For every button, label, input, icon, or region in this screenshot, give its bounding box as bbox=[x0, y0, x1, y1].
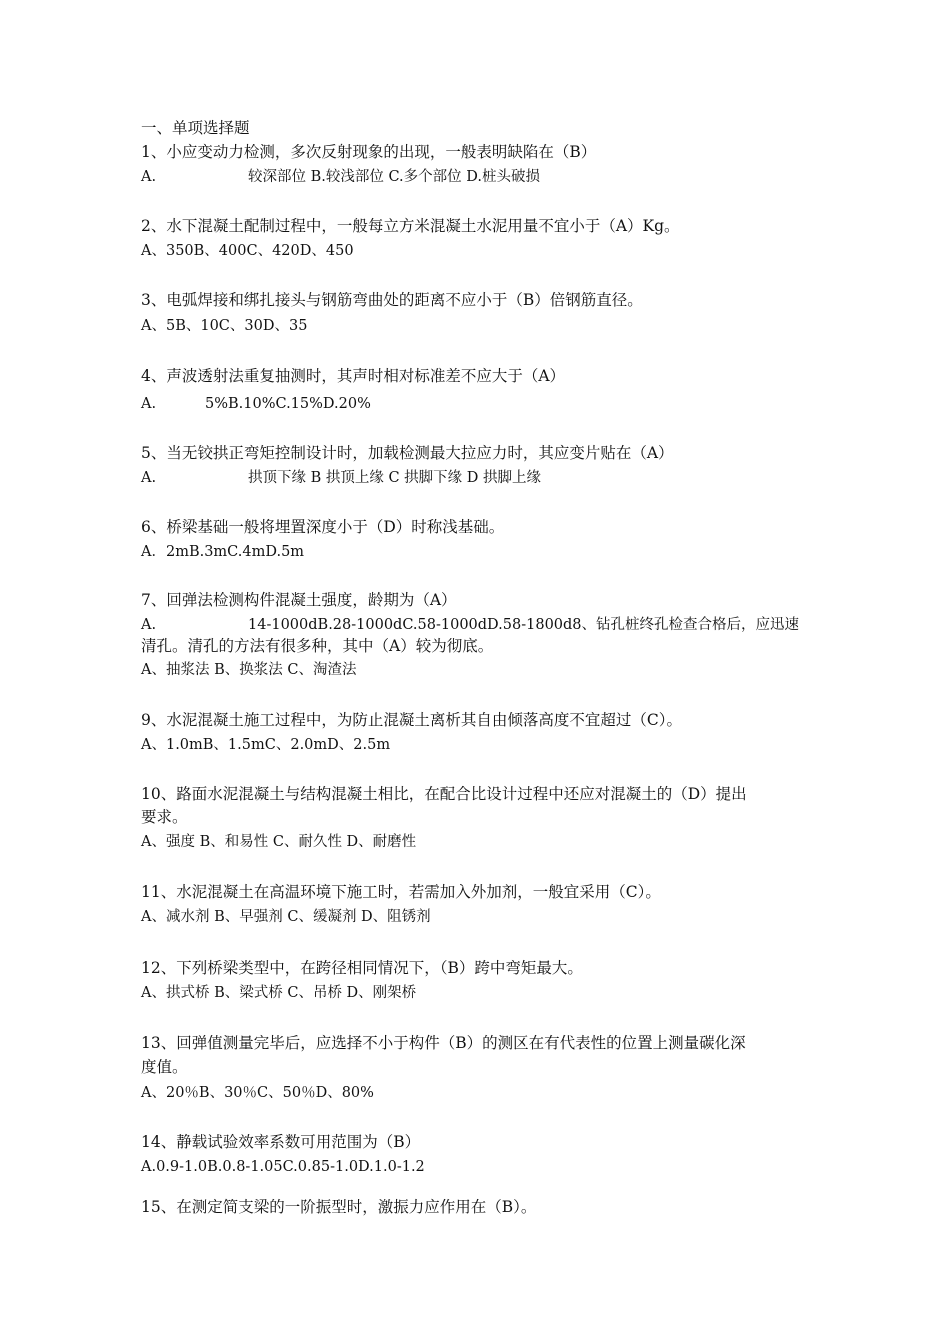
question-1-options bbox=[141, 168, 821, 186]
question-13-stem-continued: 度值。 bbox=[141, 1058, 188, 1076]
question-2-options: A、350B、400C、420D、450 bbox=[141, 243, 354, 259]
question-5-options bbox=[141, 469, 821, 487]
question-8-stem: 清孔。清孔的方法有很多种，其中（A）较为彻底。 bbox=[141, 637, 494, 655]
question-10-stem-continued: 要求。 bbox=[141, 808, 188, 826]
question-14-options: A.0.9-1.0B.0.8-1.05C.0.85-1.0D.1.0-1.2 bbox=[141, 1159, 425, 1175]
question-3-stem: 3、电弧焊接和绑扎接头与钢筋弯曲处的距离不应小于（B）倍钢筋直径。 bbox=[141, 291, 643, 309]
question-4-stem: 4、声波透射法重复抽测时，其声时相对标准差不应大于（A） bbox=[141, 367, 566, 385]
question-7-options bbox=[141, 616, 821, 634]
question-6-stem: 6、桥梁基础一般将埋置深度小于（D）时称浅基础。 bbox=[141, 518, 505, 536]
question-15-stem: 15、在测定简支梁的一阶振型时，激振力应作用在（B）。 bbox=[141, 1198, 537, 1216]
option-prefix: A. bbox=[141, 396, 157, 412]
option-text: 5%B.10%C.15%D.20% bbox=[205, 396, 371, 412]
question-1-stem: 1、小应变动力检测，多次反射现象的出现，一般表明缺陷在（B） bbox=[141, 143, 597, 161]
question-10-options: A、强度 B、和易性 C、耐久性 D、耐磨性 bbox=[141, 834, 417, 850]
option-prefix: A. bbox=[141, 169, 157, 185]
section-title: 一、单项选择题 bbox=[141, 119, 250, 137]
option-text: 14-1000dB.28-1000dC.58-1000dD.58-1800d8、钻孔桩终孔检查合格后，应迅速 bbox=[248, 617, 800, 633]
question-2-stem: 2、水下混凝土配制过程中，一般每立方米混凝土水泥用量不宜小于（A）Kg。 bbox=[141, 217, 680, 235]
question-12-options: A、拱式桥 B、梁式桥 C、吊桥 D、刚架桥 bbox=[141, 985, 417, 1001]
question-10-stem: 10、路面水泥混凝土与结构混凝土相比，在配合比设计过程中还应对混凝土的（D）提出 bbox=[141, 785, 747, 803]
option-prefix: A. bbox=[141, 617, 157, 633]
option-text: 拱顶下缘 B 拱顶上缘 C 拱脚下缘 D 拱脚上缘 bbox=[248, 470, 542, 486]
question-6-options: A．2mB.3mC.4mD.5m bbox=[141, 544, 305, 560]
question-13-stem: 13、回弹值测量完毕后，应选择不小于构件（B）的测区在有代表性的位置上测量碳化深 bbox=[141, 1034, 746, 1052]
question-13-options: A、20％B、30％C、50％D、80% bbox=[141, 1085, 374, 1101]
question-12-stem: 12、下列桥梁类型中，在跨径相同情况下，（B）跨中弯矩最大。 bbox=[141, 959, 583, 977]
question-14-stem: 14、静载试验效率系数可用范围为（B） bbox=[141, 1133, 421, 1151]
question-9-options: A、1.0mB、1.5mC、2.0mD、2.5m bbox=[141, 737, 391, 753]
question-11-stem: 11、水泥混凝土在高温环境下施工时，若需加入外加剂，一般宜采用（C）。 bbox=[141, 883, 661, 901]
question-8-options: A、抽浆法 B、换浆法 C、淘渣法 bbox=[141, 662, 357, 678]
option-text: 较深部位 B.较浅部位 C.多个部位 D.桩头破损 bbox=[248, 169, 540, 185]
question-4-options bbox=[141, 395, 821, 413]
question-5-stem: 5、当无铰拱正弯矩控制设计时，加载检测最大拉应力时，其应变片贴在（A） bbox=[141, 444, 674, 462]
question-9-stem: 9、水泥混凝土施工过程中，为防止混凝土离析其自由倾落高度不宜超过（C）。 bbox=[141, 711, 682, 729]
question-7-stem: 7、回弹法检测构件混凝土强度，龄期为（A） bbox=[141, 591, 457, 609]
option-prefix: A. bbox=[141, 470, 157, 486]
question-3-options: A、5B、10C、30D、35 bbox=[141, 318, 308, 334]
question-11-options: A、减水剂 B、早强剂 C、缓凝剂 D、阻锈剂 bbox=[141, 909, 431, 925]
